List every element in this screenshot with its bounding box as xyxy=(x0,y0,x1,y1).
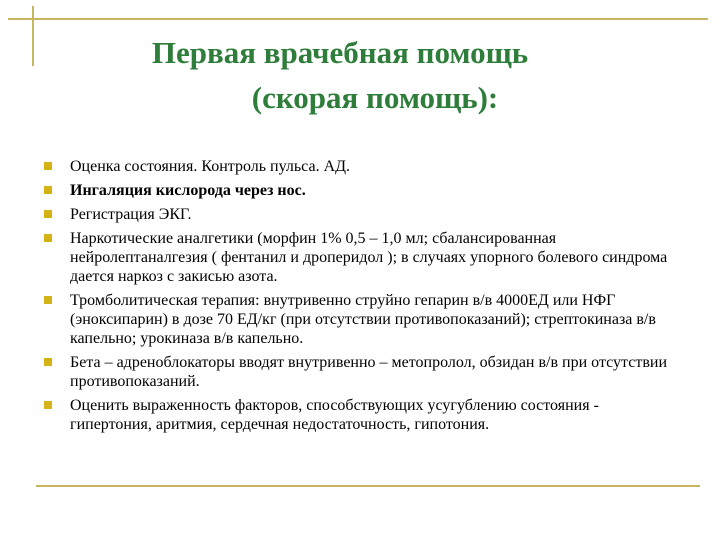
bottom-divider xyxy=(36,485,700,487)
list-item-text: Регистрация ЭКГ. xyxy=(70,206,192,223)
bullet-list-container xyxy=(44,157,684,439)
square-bullet-icon xyxy=(44,186,52,194)
square-bullet-icon xyxy=(44,162,52,170)
list-item xyxy=(44,181,684,200)
list-item-text: Наркотические аналгетики (морфин 1% 0,5 – 1,0 мл; сбалансированная нейролептаналгезия ( фентанил и дроперидол ); в случаях упорного болевого синдрома дается наркоз с закисью азота. xyxy=(70,230,668,285)
square-bullet-icon xyxy=(44,296,52,304)
list-item-text: Оценить выраженность факторов, способствующих усугублению состояния - гипертония, аритмия, сердечная недостаточность, гипотония. xyxy=(70,397,599,433)
list-item-text: Тромболитическая терапия: внутривенно струйно гепарин в/в 4000ЕД или НФГ (эноксипарин) в дозе 70 ЕД/кг (при отсутствии противопоказаний); стрептокиназа в/в капельно; урокиназа в/в капельно. xyxy=(70,292,656,347)
square-bullet-icon xyxy=(44,210,52,218)
title-line-1: Первая врачебная помощь xyxy=(151,35,529,70)
square-bullet-icon xyxy=(44,358,52,366)
list-item xyxy=(44,291,684,348)
square-bullet-icon xyxy=(44,401,52,409)
square-bullet-icon xyxy=(44,234,52,242)
list-item xyxy=(44,205,684,224)
list-item xyxy=(44,353,684,391)
slide-title xyxy=(40,30,640,120)
vertical-divider xyxy=(32,6,34,66)
list-item-text: Бета – адреноблокаторы вводят внутривенно – метопролол, обзидан в/в при отсутствии противопоказаний. xyxy=(70,354,667,390)
title-line-2: (скорая помощь): xyxy=(251,80,499,115)
list-item xyxy=(44,157,684,176)
list-item xyxy=(44,229,684,286)
bullet-list xyxy=(44,157,684,434)
list-item-text: Оценка состояния. Контроль пульса. АД. xyxy=(70,158,351,175)
list-item xyxy=(44,396,684,434)
list-item-text: Ингаляция кислорода через нос. xyxy=(70,182,306,199)
top-divider xyxy=(8,18,708,20)
